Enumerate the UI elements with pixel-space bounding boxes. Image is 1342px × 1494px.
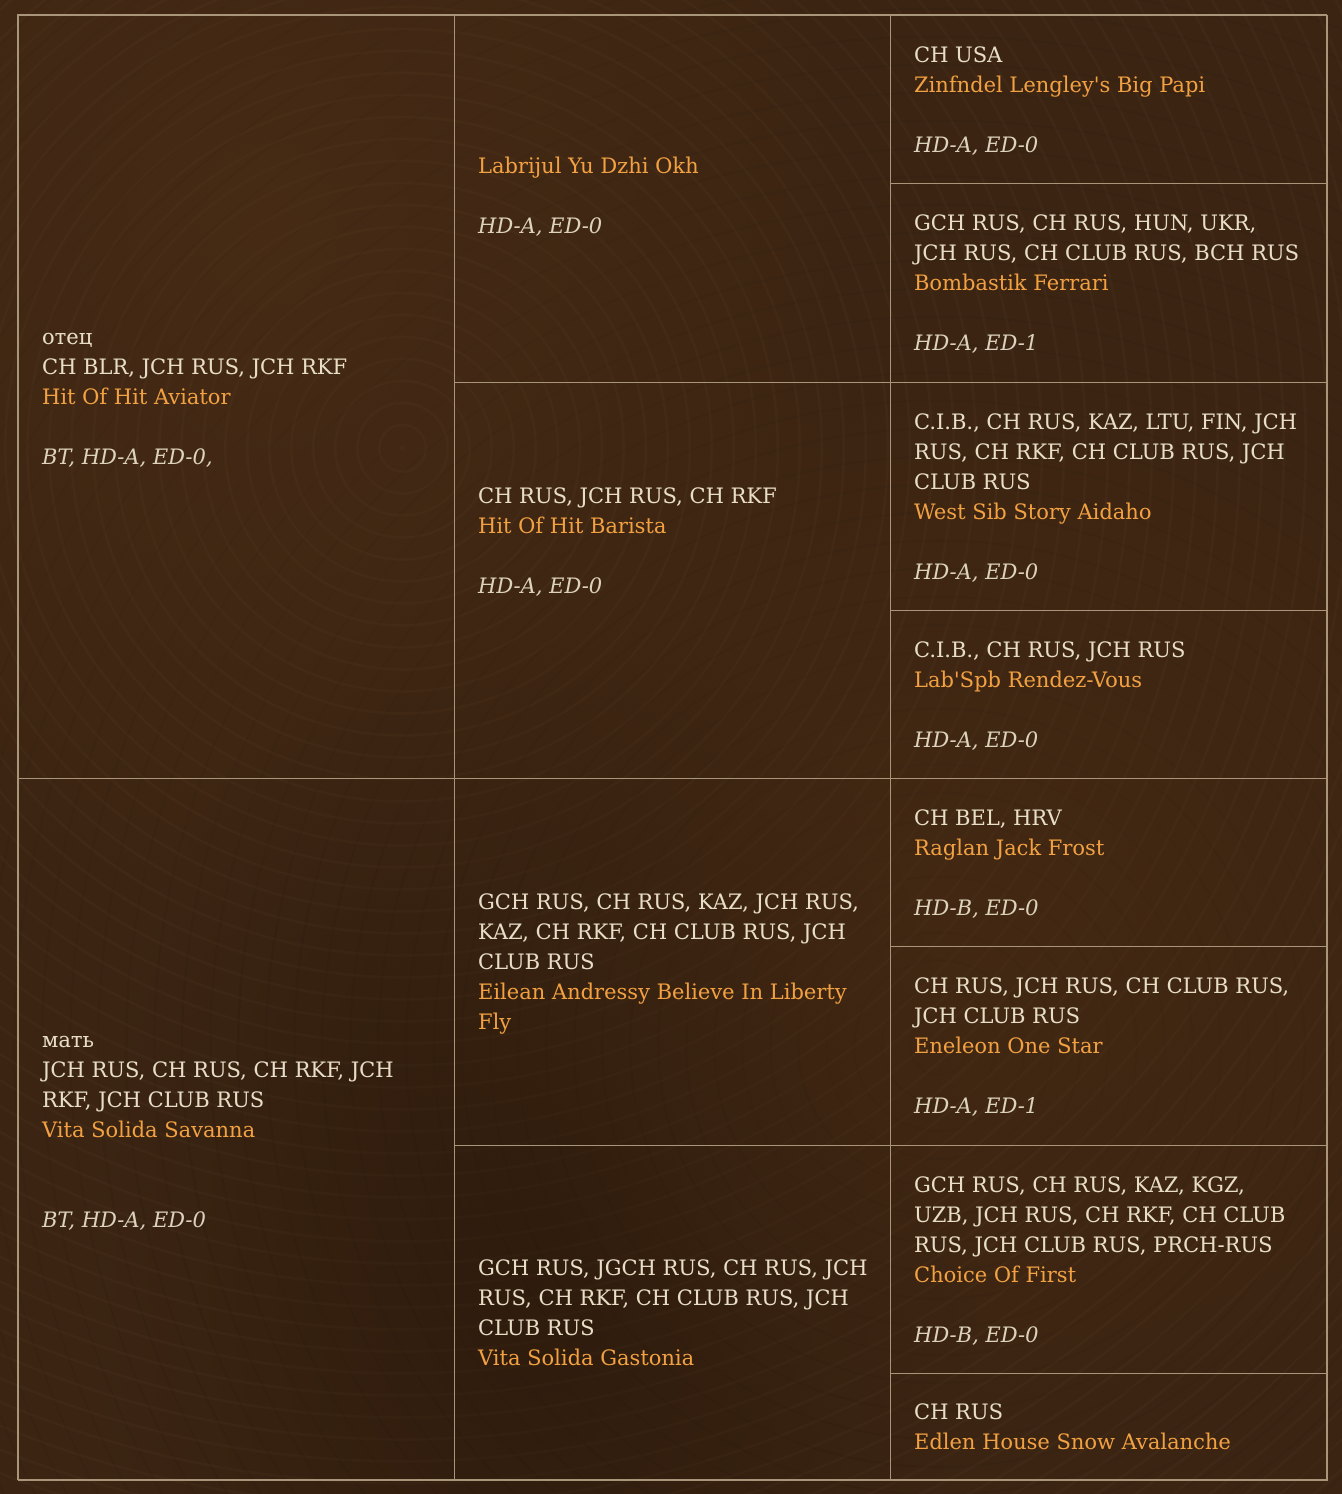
great-grandparent-health: HD-A, ED-1	[914, 1094, 1039, 1118]
grandparent-titles: CH RUS, JCH RUS, CH RKF	[478, 483, 777, 508]
great-grandparent-titles: GCH RUS, CH RUS, KAZ, KGZ, UZB, JCH RUS, CH RKF, CH CLUB RUS, JCH CLUB RUS, PRCH-RUS	[914, 1172, 1286, 1257]
dam-cell	[18, 778, 455, 1481]
great-grandparent-titles: CH USA	[914, 42, 1003, 67]
dam-titles: JCH RUS, CH RUS, CH RKF, JCH RKF, JCH CLUB RUS	[42, 1057, 394, 1112]
grandparent-name[interactable]: Eilean Andressy Believe In Liberty Fly	[478, 980, 847, 1034]
grandparent-cell	[454, 382, 891, 779]
great-grandparent-titles: CH RUS	[914, 1400, 1003, 1424]
great-grandparent-health: HD-A, ED-0	[914, 132, 1039, 157]
great-grandparent-cell	[890, 15, 1328, 184]
pedigree-table	[17, 14, 1327, 1480]
dam-name[interactable]: Vita Solida Savanna	[42, 1117, 256, 1142]
great-grandparent-health: HD-A, ED-0	[914, 727, 1039, 752]
sire-health: BT, HD-A, ED-0,	[42, 445, 213, 469]
sire-name[interactable]: Hit Of Hit Aviator	[42, 385, 231, 409]
sire-titles: CH BLR, JCH RUS, JCH RKF	[42, 355, 348, 379]
dam-spacer	[42, 1145, 432, 1175]
great-grandparent-titles: GCH RUS, CH RUS, HUN, UKR, JCH RUS, CH CLUB RUS, BCH RUS	[914, 211, 1299, 265]
grandparent-health: HD-A, ED-0	[478, 573, 603, 598]
great-grandparent-cell	[890, 946, 1328, 1146]
great-grandparent-cell	[890, 1145, 1328, 1374]
grandparent-cell	[454, 15, 891, 383]
grandparent-cell	[454, 1145, 891, 1481]
great-grandparent-titles: CH RUS, JCH RUS, CH CLUB RUS, JCH CLUB RUS	[914, 974, 1290, 1028]
great-grandparent-name[interactable]: Raglan Jack Frost	[914, 835, 1105, 860]
dam-label: мать	[42, 1027, 94, 1052]
great-grandparent-name[interactable]: Choice Of First	[914, 1262, 1077, 1287]
grandparent-name[interactable]: Vita Solida Gastonia	[478, 1346, 695, 1370]
grandparent-titles: GCH RUS, CH RUS, KAZ, JCH RUS, KAZ, CH RKF, CH CLUB RUS, JCH CLUB RUS	[478, 890, 859, 974]
great-grandparent-titles: C.I.B., CH RUS, JCH RUS	[914, 637, 1186, 662]
great-grandparent-cell	[890, 183, 1328, 383]
great-grandparent-titles: C.I.B., CH RUS, KAZ, LTU, FIN, JCH RUS, CH RKF, CH CLUB RUS, JCH CLUB RUS	[914, 409, 1297, 494]
great-grandparent-name[interactable]: West Sib Story Aidaho	[914, 499, 1152, 524]
great-grandparent-name[interactable]: Bombastik Ferrari	[914, 271, 1109, 295]
dam-health: BT, HD-A, ED-0	[42, 1207, 206, 1232]
great-grandparent-cell	[890, 382, 1328, 611]
grandparent-name[interactable]: Labrijul Yu Dzhi Okh	[478, 154, 699, 178]
grandparent-cell	[454, 778, 891, 1146]
sire-label: отец	[42, 325, 93, 349]
great-grandparent-health: HD-A, ED-0	[914, 559, 1039, 584]
grandparent-name[interactable]: Hit Of Hit Barista	[478, 513, 667, 538]
grandparent-health: HD-A, ED-0	[478, 214, 603, 238]
great-grandparent-health: HD-A, ED-1	[914, 331, 1039, 355]
great-grandparent-health: HD-B, ED-0	[914, 895, 1039, 920]
great-grandparent-cell	[890, 778, 1328, 947]
great-grandparent-titles: CH BEL, HRV	[914, 805, 1062, 830]
sire-cell	[18, 15, 455, 779]
great-grandparent-cell	[890, 1373, 1328, 1481]
great-grandparent-name[interactable]: Eneleon One Star	[914, 1034, 1103, 1058]
great-grandparent-cell	[890, 610, 1328, 779]
great-grandparent-name[interactable]: Lab'Spb Rendez-Vous	[914, 667, 1143, 692]
grandparent-titles: GCH RUS, JGCH RUS, CH RUS, JCH RUS, CH RKF, CH CLUB RUS, JCH CLUB RUS	[478, 1256, 868, 1340]
great-grandparent-name[interactable]: Edlen House Snow Avalanche	[914, 1430, 1231, 1454]
great-grandparent-name[interactable]: Zinfndel Lengley's Big Papi	[914, 72, 1206, 97]
great-grandparent-health: HD-B, ED-0	[914, 1322, 1039, 1347]
